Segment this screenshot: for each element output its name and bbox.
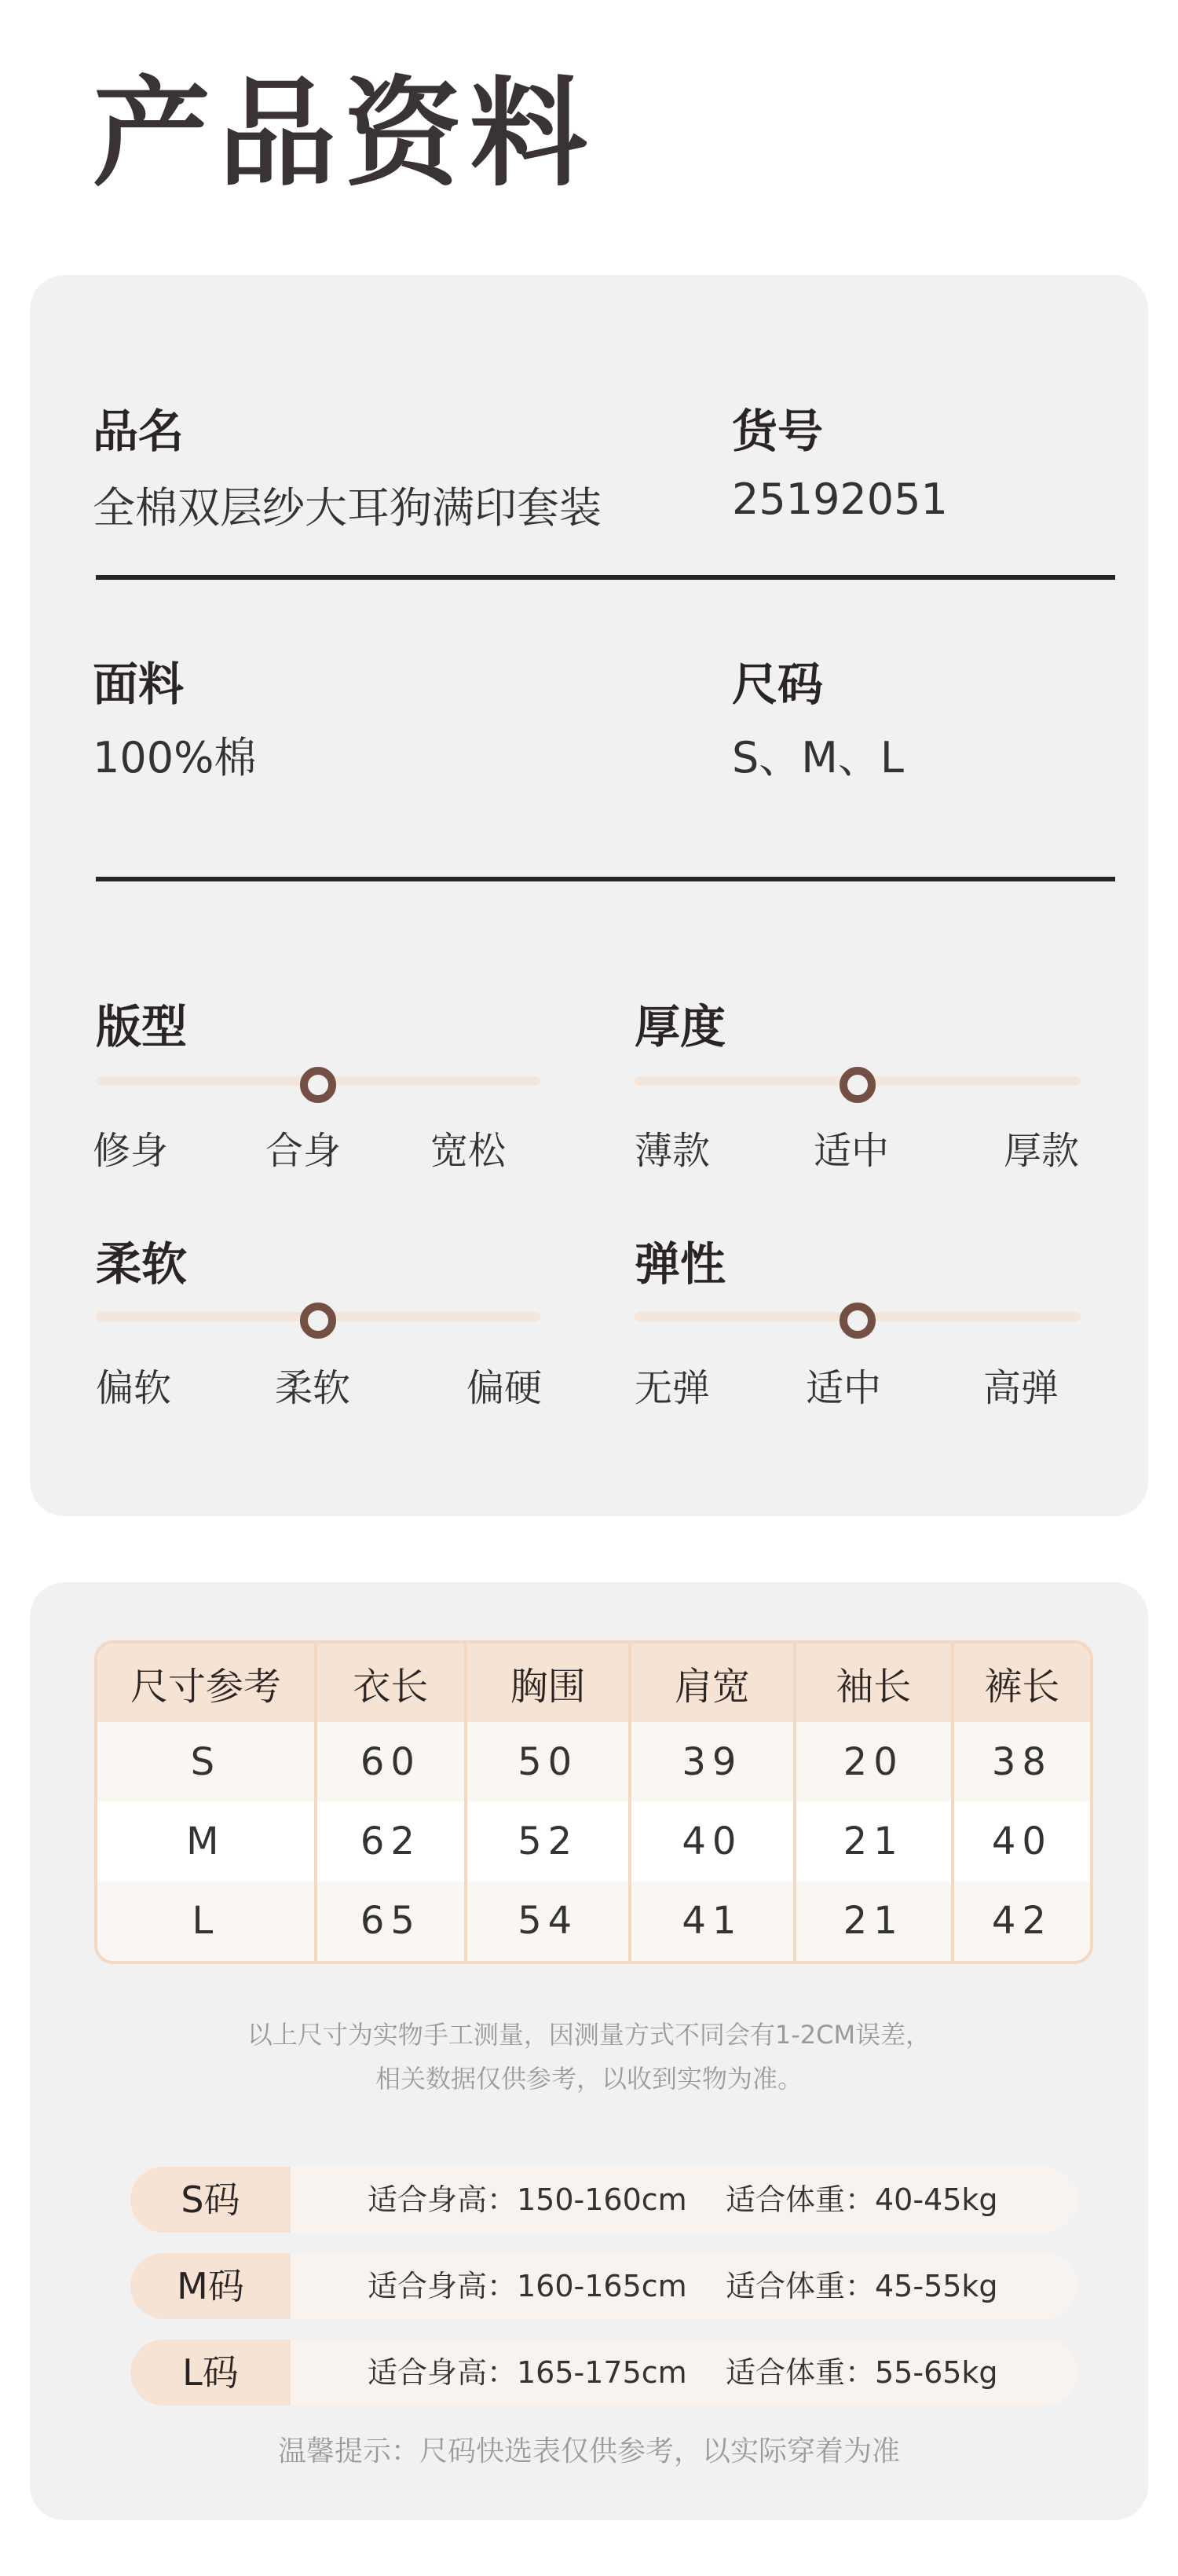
fit-weight: 适合体重：55-65kg [726,2355,998,2390]
table-row [97,1801,1090,1881]
table-cell: 21 [795,1882,953,1961]
elasticity-tick: 高弹 [983,1366,1059,1410]
fit-type-knob[interactable] [300,1067,336,1103]
table-row [97,1722,1090,1801]
table-cell: S [97,1722,316,1801]
elasticity-label: 弹性 [635,1237,726,1291]
fit-type-tick: 修身 [93,1129,169,1173]
table-header-cell: 袖长 [795,1643,953,1722]
product-info-card [30,275,1148,1516]
size-value: S、M、L [732,733,904,782]
page-title: 产品资料 [93,66,596,203]
thickness-tick: 适中 [814,1129,890,1173]
table-cell: 50 [466,1722,630,1801]
table-cell: 21 [795,1801,953,1881]
table-header-cell: 肩宽 [630,1643,794,1722]
softness-tick: 柔软 [275,1366,351,1410]
table-row [97,1882,1090,1961]
thickness-tick: 厚款 [1004,1129,1080,1173]
fit-height: 适合身高：160-165cm [368,2269,687,2303]
size-label: 尺码 [732,658,824,711]
table-cell: 42 [953,1882,1090,1961]
fit-type-tick: 合身 [265,1129,342,1173]
table-cell: 62 [316,1801,466,1881]
size-badge: M码 [130,2253,291,2319]
measurement-note: 以上尺寸为实物手工测量，因测量方式不同会有1-2CM误差， [247,2020,931,2050]
table-cell: 38 [953,1722,1090,1801]
code-value: 25192051 [732,475,948,524]
table-cell: 60 [316,1722,466,1801]
table-cell: L [97,1882,316,1961]
size-table [94,1640,1093,1964]
fabric-label: 面料 [93,658,185,711]
table-header-cell: 胸围 [466,1643,630,1722]
table-cell: 20 [795,1722,953,1801]
fit-row-m [130,2253,1077,2319]
elasticity-knob[interactable] [840,1303,876,1339]
divider [96,575,1115,580]
size-card [30,1582,1148,2520]
fit-height: 适合身高：150-160cm [368,2182,687,2217]
divider [96,877,1115,881]
name-value: 全棉双层纱大耳狗满印套装 [93,483,602,533]
table-cell: 65 [316,1882,466,1961]
softness-tick: 偏软 [96,1366,172,1410]
table-header-cell: 裤长 [953,1643,1090,1722]
table-cell: 40 [630,1801,794,1881]
table-header-cell: 尺寸参考 [97,1643,316,1722]
thickness-tick: 薄款 [635,1129,711,1173]
table-header-cell: 衣长 [316,1643,466,1722]
measurement-note: 相关数据仅供参考，以收到实物为准。 [375,2064,803,2094]
softness-tick: 偏硬 [466,1366,543,1410]
softness-label: 柔软 [96,1237,188,1291]
table-header-row [97,1643,1090,1722]
table-cell: M [97,1801,316,1881]
fit-type-label: 版型 [96,1000,188,1053]
thickness-knob[interactable] [840,1067,876,1103]
fit-type-tick: 宽松 [430,1129,507,1173]
table-cell: 40 [953,1801,1090,1881]
size-badge: S码 [130,2167,291,2233]
table-cell: 54 [466,1882,630,1961]
table-cell: 52 [466,1801,630,1881]
table-cell: 39 [630,1722,794,1801]
fit-weight: 适合体重：40-45kg [726,2182,998,2217]
size-badge: L码 [130,2340,291,2406]
fabric-value: 100%棉 [93,733,257,782]
table-cell: 41 [630,1882,794,1961]
fit-row-l [130,2340,1077,2406]
elasticity-tick: 无弹 [635,1366,711,1410]
elasticity-tick: 适中 [806,1366,882,1410]
fit-weight: 适合体重：45-55kg [726,2269,998,2303]
name-label: 品名 [93,405,185,458]
code-label: 货号 [732,405,824,458]
thickness-label: 厚度 [635,1000,726,1053]
fit-row-s [130,2167,1077,2233]
softness-knob[interactable] [300,1303,336,1339]
fit-height: 适合身高：165-175cm [368,2355,687,2390]
tip-text: 温馨提示：尺码快选表仅供参考，以实际穿着为准 [277,2435,900,2468]
